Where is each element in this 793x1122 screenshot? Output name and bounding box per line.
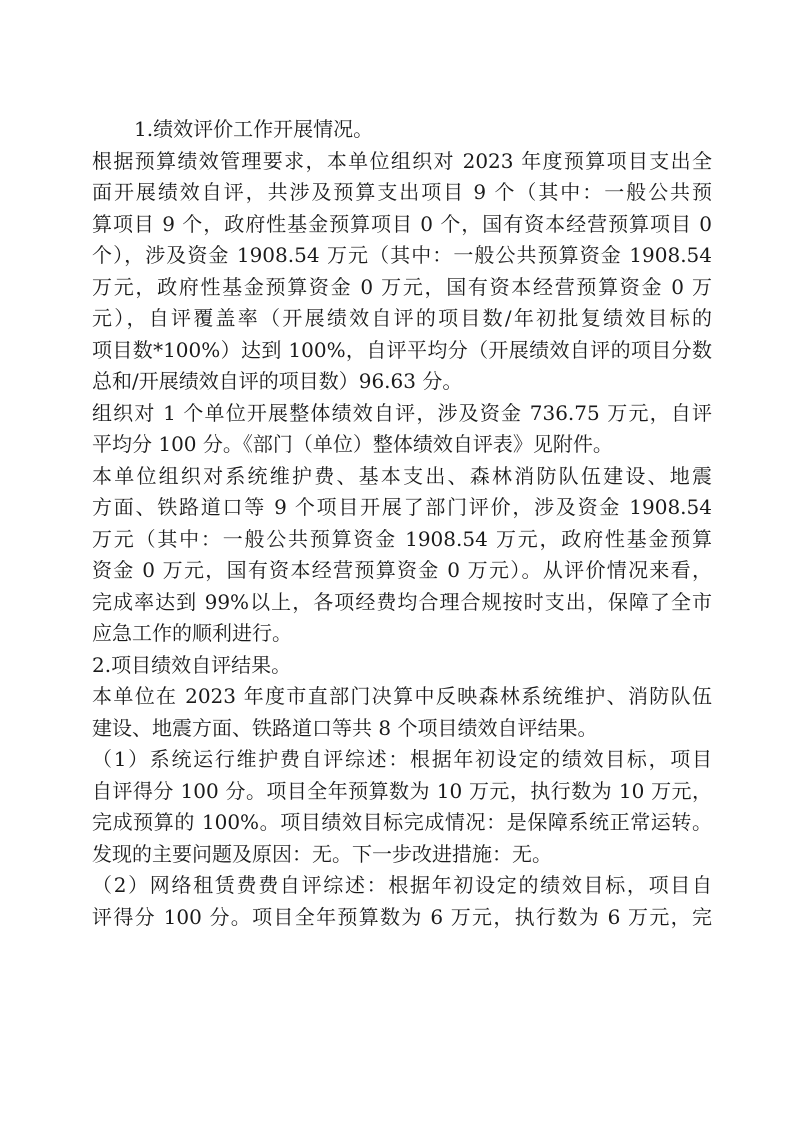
paragraph-line: 万元（其中：一般公共预算资金 1908.54 万元，政府性基金预算 — [92, 526, 712, 551]
paragraph-line: 建设、地震方面、铁路道口等共 8 个项目绩效自评结果。 — [92, 715, 598, 740]
paragraph-line: 本单位在 2023 年度市直部门决算中反映森林系统维护、消防队伍 — [92, 684, 712, 708]
paragraph-line: （2）网络租赁费费自评综述：根据年初设定的绩效目标，项目自 — [92, 873, 712, 897]
paragraph-line: 平均分 100 分。《部门（单位）整体绩效自评表》见附件。 — [92, 432, 613, 456]
paragraph-line: 面开展绩效自评，共涉及预算支出项目 9 个（其中：一般公共预 — [92, 180, 712, 204]
paragraph-line: （1）系统运行维护费自评综述：根据年初设定的绩效目标，项目 — [92, 747, 712, 771]
paragraph-line: 方面、铁路道口等 9 个项目开展了部门评价，涉及资金 1908.54 — [92, 495, 712, 519]
paragraph-line: 万元，政府性基金预算资金 0 万元，国有资本经营预算资金 0 万 — [92, 274, 712, 299]
paragraph-line: 个），涉及资金 1908.54 万元（其中：一般公共预算资金 1908.54 — [92, 243, 712, 267]
paragraph-line: 自评得分 100 分。项目全年预算数为 10 万元，执行数为 10 万元， — [92, 778, 712, 803]
paragraph-line: 完成预算的 100%。项目绩效目标完成情况：是保障系统正常运转。 — [92, 810, 712, 834]
paragraph-line: 应急工作的顺利进行。 — [92, 621, 292, 645]
paragraph-line: 完成率达到 99%以上，各项经费均合理合规按时支出，保障了全市 — [92, 589, 712, 614]
paragraph-line: 根据预算绩效管理要求，本单位组织对 2023 年度预算项目支出全 — [92, 148, 712, 173]
paragraph-line: 元），自评覆盖率（开展绩效自评的项目数/年初批复绩效目标的 — [92, 306, 712, 330]
paragraph-line: 发现的主要问题及原因：无。下一步改进措施：无。 — [92, 841, 552, 866]
paragraph-line: 算项目 9 个，政府性基金预算项目 0 个，国有资本经营预算项目 0 — [92, 211, 712, 236]
section-heading-1: 1.绩效评价工作开展情况。 — [134, 117, 374, 141]
paragraph-line: 本单位组织对系统维护费、基本支出、森林消防队伍建设、地震 — [92, 463, 712, 488]
paragraph-line: 项目数*100%）达到 100%，自评平均分（开展绩效自评的项目分数 — [92, 337, 712, 362]
section-heading-2: 2.项目绩效自评结果。 — [92, 652, 292, 677]
paragraph-line: 评得分 100 分。项目全年预算数为 6 万元，执行数为 6 万元，完 — [92, 904, 712, 929]
paragraph-line: 总和/开展绩效自评的项目数）96.63 分。 — [92, 369, 463, 393]
paragraph-line: 资金 0 万元，国有资本经营预算资金 0 万元）。从评价情况来看， — [92, 558, 712, 582]
paragraph-line: 组织对 1 个单位开展整体绩效自评，涉及资金 736.75 万元，自评 — [92, 400, 712, 425]
document-body — [92, 114, 712, 933]
